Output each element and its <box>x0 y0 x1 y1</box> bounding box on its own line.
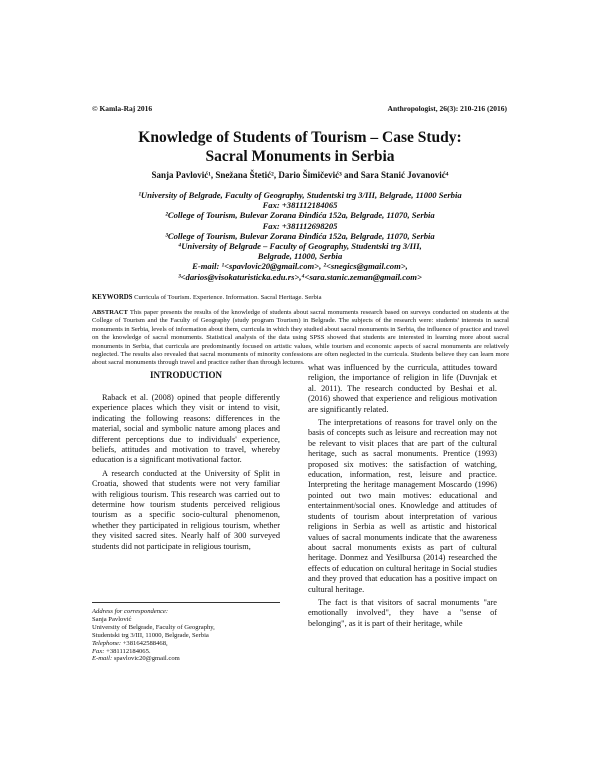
correspondence-block <box>92 608 280 663</box>
author-list: Sanja Pavlović¹, Snežana Štetić², Dario Šimičević³ and Sara Stanić Jovanović⁴ <box>151 170 449 180</box>
correspondence-line: Sanja Pavlović <box>92 615 132 623</box>
abstract-text: This paper presents the results of the knowledge of students about sacral monuments research based on surveys conducted on students at the College of Tourism and the Faculty of Geography (study program Tourism) in Belgrade. The subjects of the research were: students' interests in sacral monuments in Serbia, levels of information about them, curricula in which they studied about sacral monuments in Serbia, the influence of practice and travel on the knowledge of sacral monuments. Statistical analysis of the data using SPSS showed that students are interested in learning more about sacral monuments in Serbia, that curricula are predominantly focused on artistic values, while tourism and economic aspects of sacral monuments are relatively neglected. The results also revealed that sacral monuments of minority confessions are often neglected in the curricula. Students believe they can learn more about sacral monuments through travel and practice rather than through lectures. <box>92 309 509 367</box>
journal-copyright: © Kamla-Raj 2016 <box>92 104 153 113</box>
body-paragraph: A research conducted at the University of Split in Croatia, showed that students were not very familiar with religious tourism. This research was carried out to determine how tourism students perceived religious tourism as a specific socio-cultural phenomenon, whether they participated in religious tourism, whether they visited sacred sites. Nearly half of 300 surveyed students did not participate in religious tourism, <box>92 468 280 551</box>
left-column-body <box>92 393 280 552</box>
title-line-1: Knowledge of Students of Tourism – Case Study: <box>138 129 462 146</box>
abstract-label: ABSTRACT <box>92 309 128 316</box>
affiliation-line: ³College of Tourism, Bulevar Zorana Đinđića 152a, Belgrade, 11070, Serbia <box>165 230 435 241</box>
affiliation-line: ⁴University of Belgrade – Faculty of Geography, Studentski trg 3/III, <box>178 241 422 252</box>
correspondence-label: Address for correspondence: <box>92 608 169 615</box>
fax-label: Fax: <box>92 647 105 655</box>
paper-title <box>60 128 540 166</box>
affiliation-line: ¹University of Belgrade, Faculty of Geography, Studentski trg 3/III, Belgrade, 11000 Serbia <box>138 190 462 200</box>
body-paragraph: The interpretations of reasons for travel only on the basis of concepts such as leisure and recreation may not be relevant to visit places that are part of the cultural heritage, such as sacral monuments. Prentice (1993) proposed six motives: the satisfaction of watching, education, information, rest, leisure and practice. Interpreting the heritage management Moscardo (1996) pointed out two main motives: educational and entertainment/social ones. Knowledge and attitudes of students of tourism about interpretation of various religions in Serbia as well as artistic and historical values of sacral monuments indicate that the awareness about sacral monuments exists as part of cultural heritage. Donmez and Yesilbursa (2014) researched the effects of education on cultural heritage in Social studies and they proved that education has a positive impact on cultural heritage. <box>308 418 497 594</box>
email-value: spavlovic20@gmail.com <box>113 655 180 663</box>
affiliation-line: Belgrade, 11000, Serbia <box>257 251 343 262</box>
affiliation-line: E-mail: ¹<spavlovic20@gmail.com>, ²<snegics@gmail.com>, <box>192 261 408 272</box>
correspondence-line: University of Belgrade, Faculty of Geography, <box>92 623 215 631</box>
keywords <box>92 294 509 301</box>
affiliations <box>80 190 520 282</box>
right-column-body <box>308 363 497 629</box>
correspondence-email <box>92 655 280 663</box>
title-line-2: Sacral Monuments in Serbia <box>205 148 395 165</box>
affiliation-line: Fax: +381112698205 <box>262 220 338 231</box>
fax-value: +381112184065. <box>106 647 151 655</box>
affiliation-line: ³<darios@visokaturisticka.edu.rs>,⁴<sara.stanic.zeman@gmail.com> <box>178 271 422 282</box>
footnote-divider <box>92 602 280 603</box>
affiliation-line: ²College of Tourism, Bulevar Zorana Đinđića 152a, Belgrade, 11070, Serbia <box>165 210 435 221</box>
correspondence-fax <box>92 648 280 656</box>
email-label: E-mail: <box>92 655 113 663</box>
section-heading-introduction: INTRODUCTION <box>149 370 222 380</box>
telephone-value: +381642588468, <box>122 639 168 647</box>
body-paragraph: The fact is that visitors of sacral monuments "are emotionally involved", they have a "sense of belonging", as it is part of their heritage, while <box>308 597 497 628</box>
body-paragraph: Raback et al. (2008) opined that people differently experience places which they visit or intend to visit, indicating the following reasons: differences in the material, social and symbolic nature among places and different perceptions due to individuals' experience, beliefs, attitudes and motivation to travel, whereby education is a significant motivational factor. <box>92 393 280 465</box>
body-paragraph: what was influenced by the curricula, attitudes toward religion, the importance of religion in life (Duvnjak et al. 2011). The research conducted by Beshai et al. (2016) showed that experience and religious motivation are significantly related. <box>308 363 497 414</box>
telephone-label: Telephone: <box>92 639 122 647</box>
correspondence-line: Studentski trg 3/III, 11000, Belgrade, Serbia <box>92 631 209 639</box>
correspondence-telephone <box>92 640 280 648</box>
keywords-label: KEYWORDS <box>92 294 133 301</box>
affiliation-line: Fax: +381112184065 <box>262 200 338 211</box>
keywords-text: Curricula of Tourism. Experience. Information. Sacral Heritage. Serbia <box>134 294 322 301</box>
journal-citation: Anthropologist, 26(3): 210-216 (2016) <box>387 104 507 113</box>
abstract <box>92 309 509 368</box>
